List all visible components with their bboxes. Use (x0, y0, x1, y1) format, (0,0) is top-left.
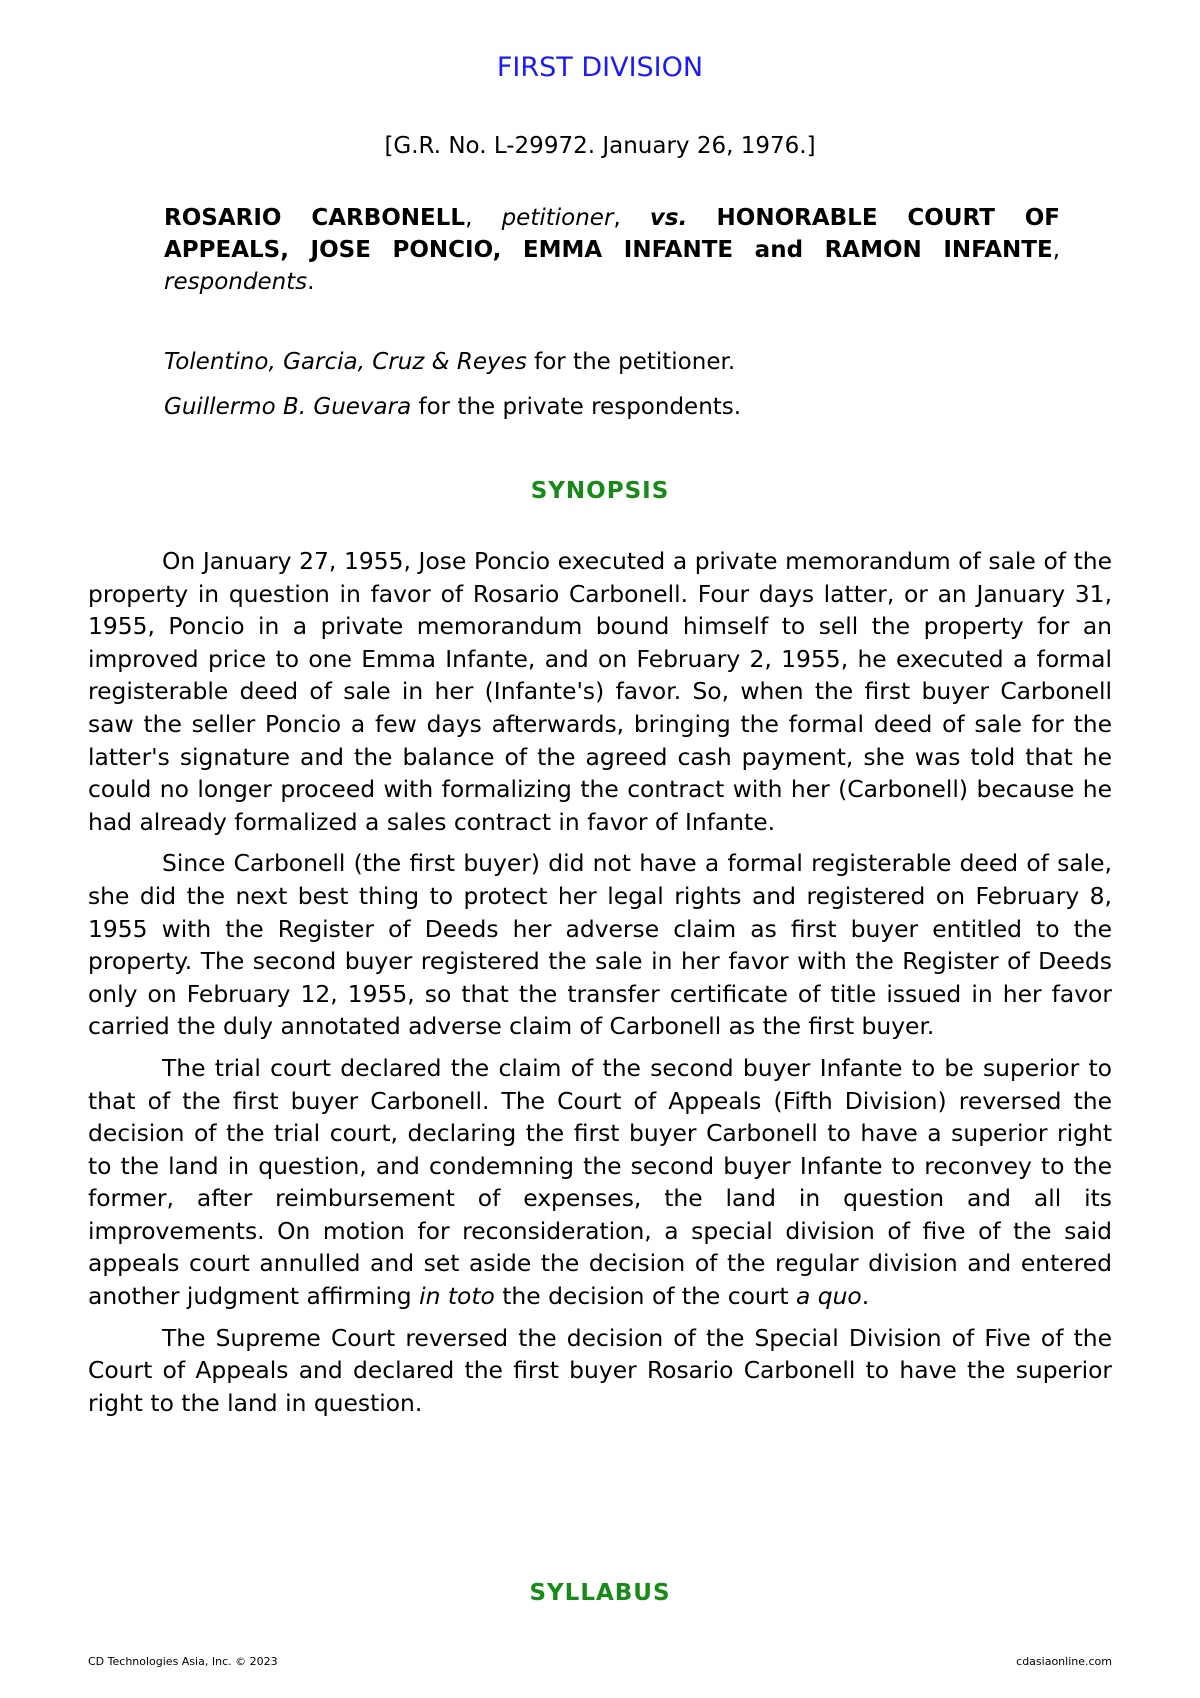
versus-label: vs. (649, 205, 688, 231)
paragraph-3-text-a: The trial court declared the claim of the second buyer Infante to be superior to that of the first buyer Carbonell. The Court of Appeals (Fifth Division) reversed the decision of the trial court, declaring the first buyer Carbonell to have a superior right to the land in question, and condemning the second buyer Infante to reconvey to the former, after reimbursement of expenses, the land in question and all its improvements. On motion for reconsideration, a special division of five of the said appeals court annulled and set aside the decision of the regular division and entered another judgment affirming (88, 1053, 1112, 1311)
a-quo-term: a quo (795, 1282, 862, 1311)
respondents-names: HONORABLE COURT OF APPEALS, JOSE PONCIO, EMMA INFANTE and RAMON INFANTE (164, 205, 1061, 263)
parties-block: ROSARIO CARBONELL, petitioner, vs. HONORABLE COURT OF APPEALS, JOSE PONCIO, EMMA INFANTE and RAMON INFANTE, respondents. (164, 205, 1061, 295)
synopsis-paragraph-2: Since Carbonell (the first buyer) did not have a formal registerable deed of sale, she did the next best thing to protect her legal rights and registered on February 8, 1955 with the Register of Deeds her adverse claim as first buyer entitled to the property. The second buyer registered the sale in her favor with the Register of Deeds only on February 12, 1955, so that the transfer certificate of title issued in her favor carried the duly annotated adverse claim of Carbonell as the first buyer. (88, 849, 1112, 1041)
footer-copyright: CD Technologies Asia, Inc. © 2023 (88, 1655, 278, 1668)
in-toto-term: in toto (419, 1282, 495, 1311)
respondent-counsel: Guillermo B. Guevara (164, 394, 412, 420)
petitioner-counsel-line (164, 349, 1060, 377)
petitioner-name: ROSARIO CARBONELL (164, 205, 466, 231)
division-title: FIRST DIVISION (496, 52, 704, 83)
synopsis-paragraph-3 (88, 1052, 1112, 1313)
synopsis-body (88, 545, 1112, 1428)
syllabus-heading: SYLLABUS (529, 1580, 671, 1606)
synopsis-paragraph-1: On January 27, 1955, Jose Poncio executed a private memorandum of sale of the property in question in favor of Rosario Carbonell. Four days latter, or an January 31, 1955, Poncio in a private memorandum bound himself to sell the property for an improved price to one Emma Infante, and on February 2, 1955, he executed a formal registerable deed of sale in her (Infante's) favor. So, when the first buyer Carbonell saw the seller Poncio a few days afterwards, bringing the formal deed of sale for the latter's signature and the balance of the agreed cash payment, she was told that he could no longer proceed with formalizing the contract with her (Carbonell) because he had already formalized a sales contract in favor of Infante. (88, 547, 1112, 836)
synopsis-paragraph-4: The Supreme Court reversed the decision of the Special Division of Five of the Court of Appeals and declared the first buyer Rosario Carbonell to have the superior right to the land in question. (88, 1323, 1112, 1417)
petitioner-role: petitioner (501, 205, 614, 231)
respondents-role: respondents (164, 269, 308, 295)
synopsis-heading: SYNOPSIS (530, 478, 670, 504)
respondent-counsel-text: for the private respondents. (418, 394, 742, 420)
petitioner-counsel-text: for the petitioner. (534, 349, 736, 375)
paragraph-3-text-end: . (861, 1282, 870, 1311)
petitioner-counsel: Tolentino, Garcia, Cruz & Reyes (164, 349, 527, 375)
respondent-counsel-line (164, 394, 1060, 422)
case-number: [G.R. No. L-29972. January 26, 1976.] (384, 133, 816, 159)
paragraph-3-text-b: the decision of the court (502, 1282, 789, 1311)
footer-website: cdasiaonline.com (1016, 1655, 1112, 1668)
